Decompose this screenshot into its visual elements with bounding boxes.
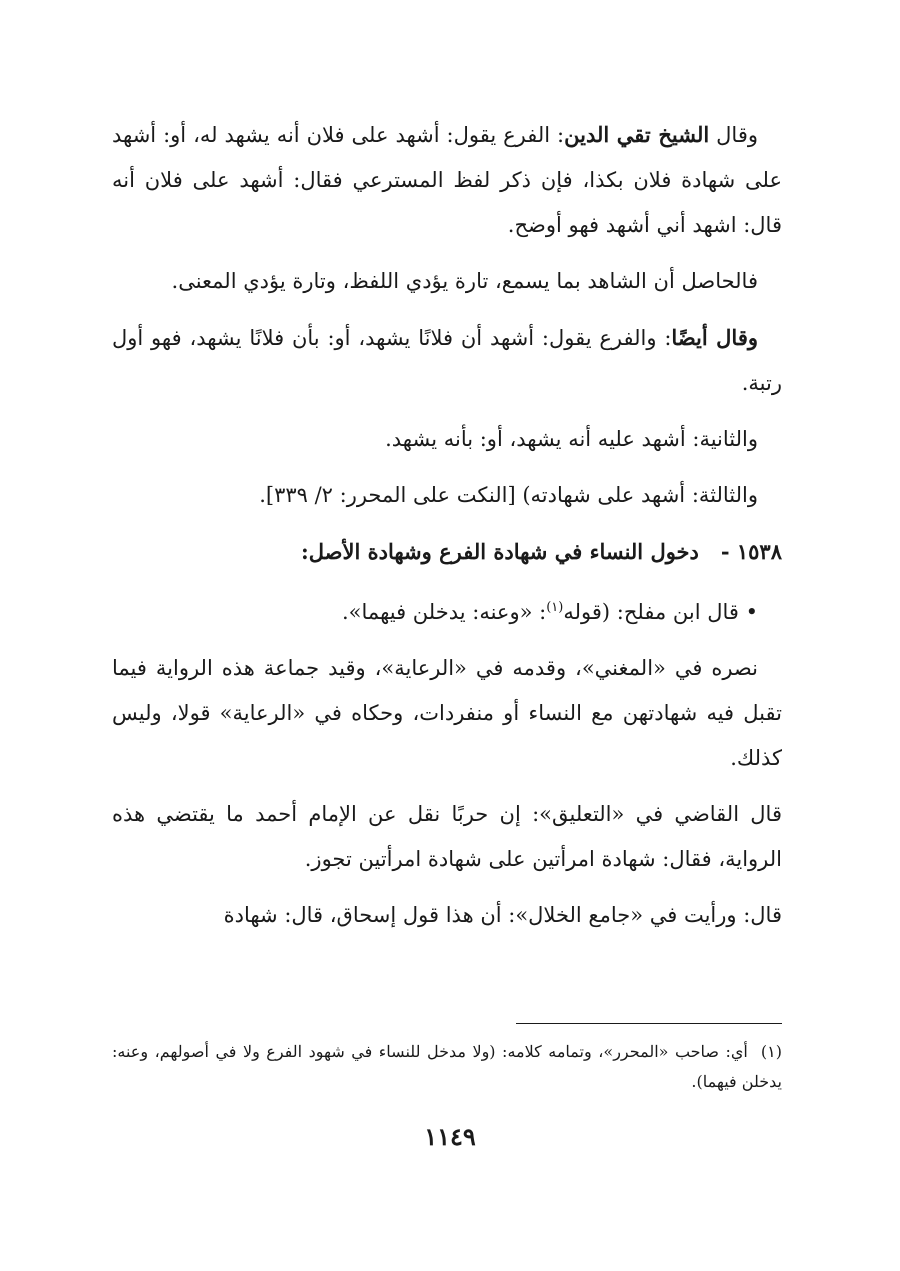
- p3-rest: : والفرع يقول: أشهد أن فلانًا يشهد، أو: بأن فلانًا يشهد، فهو أول رتبة.: [112, 326, 782, 395]
- bullet-icon: •: [745, 600, 758, 624]
- footnote-reference: (١): [546, 600, 564, 615]
- paragraph-8: قال: ورأيت في «جامع الخلال»: أن هذا قول إسحاق، قال: شهادة: [223, 903, 782, 927]
- section-title: دخول النساء في شهادة الفرع وشهادة الأصل:: [301, 539, 699, 564]
- p1-rest: : الفرع يقول: أشهد على فلان أنه يشهد له، أو: أشهد على شهادة فلان بكذا، فإن ذكر لفظ المسترعي فقال: أشهد على فلان أنه قال: اشهد أني أشهد فهو أوضح.: [112, 123, 782, 237]
- footnote-marker: (١): [760, 1042, 783, 1061]
- section-number: ١٥٣٨ -: [720, 539, 782, 564]
- p3-bold-lead: وقال أيضًا: [671, 325, 759, 350]
- paragraph-6: نصره في «المغني»، وقدمه في «الرعاية»، وقيد جماعة هذه الرواية فيما تقبل فيه شهادتهن مع النساء أو منفردات، وحكاه في «الرعاية» قولا، وليس كذلك.: [112, 656, 782, 770]
- footnote-divider: [516, 1023, 782, 1024]
- paragraph-2: فالحاصل أن الشاهد بما يسمع، تارة يؤدي اللفظ، وتارة يؤدي المعنى.: [171, 269, 758, 293]
- footnote-text: أي: صاحب «المحرر»، وتمامه كلامه: (ولا مدخل للنساء في شهود الفرع ولا في أصولهم، وعنه: يدخلن فيهما).: [112, 1042, 782, 1091]
- bullet-quote: [112, 585, 782, 635]
- paragraph-5: والثالثة: أشهد على شهادته) [النكت على المحرر: ٢/ ٣٣٩].: [259, 483, 758, 507]
- section-heading: [112, 529, 782, 574]
- p1-bold-name: الشيخ تقي الدين: [564, 122, 710, 147]
- bullet-prefix: قال ابن مفلح: (قوله: [563, 600, 739, 624]
- page-number: ١١٤٩: [424, 1122, 476, 1151]
- main-text: [112, 112, 782, 949]
- bullet-rest: : «وعنه: يدخلن فيهما».: [342, 600, 547, 624]
- paragraph-4: والثانية: أشهد عليه أنه يشهد، أو: بأنه يشهد.: [385, 427, 758, 451]
- paragraph-3: [112, 315, 782, 406]
- footnote: [112, 1037, 782, 1097]
- paragraph-1: [112, 112, 782, 248]
- paragraph-7: قال القاضي في «التعليق»: إن حربًا نقل عن الإمام أحمد ما يقتضي هذه الرواية، فقال: شهادة امرأتين على شهادة امرأتين تجوز.: [112, 802, 782, 871]
- p1-prefix: وقال: [709, 123, 759, 147]
